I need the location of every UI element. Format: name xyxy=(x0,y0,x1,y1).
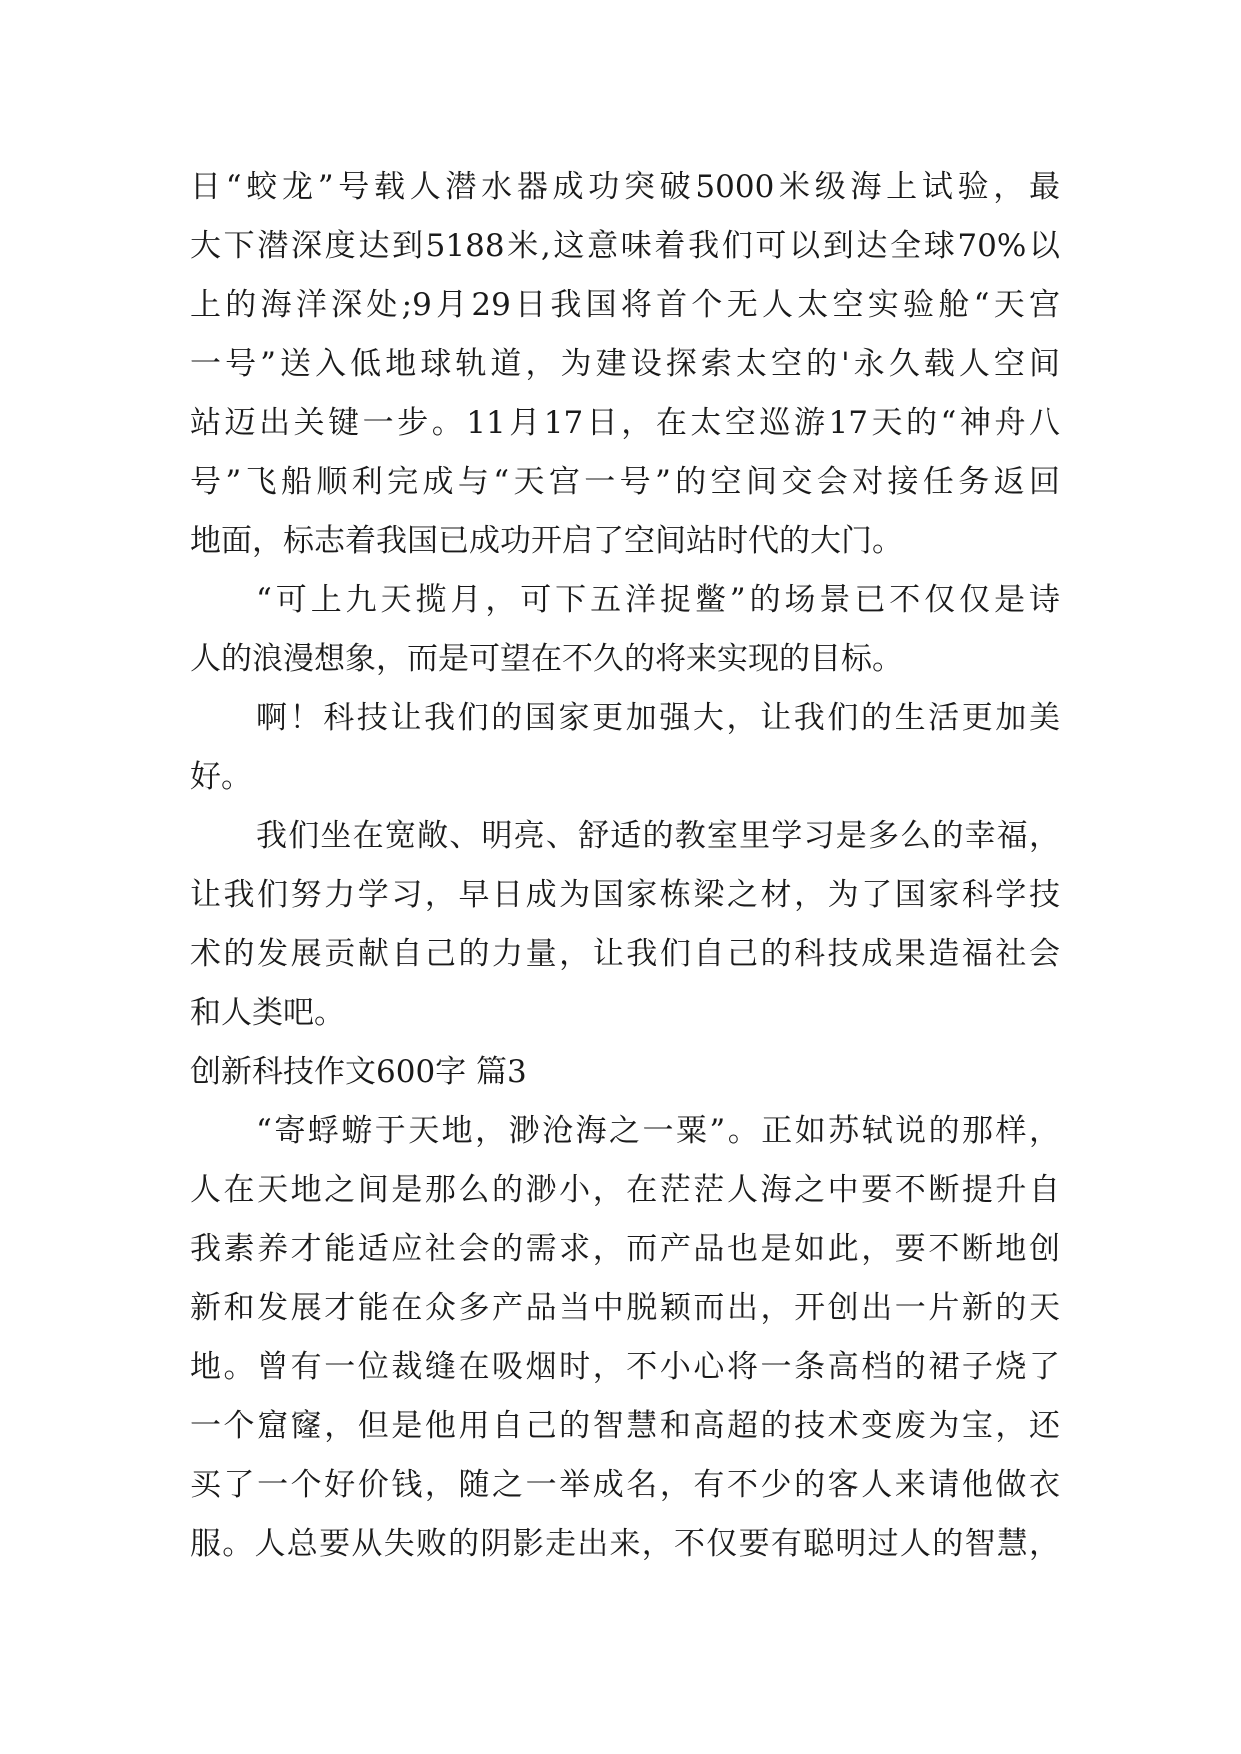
text-line: 和人类吧。 xyxy=(190,995,345,1031)
text-line: 站迈出关键一步。11月17日，在太空巡游17天的“神舟八 xyxy=(190,405,1060,441)
paragraph-5 xyxy=(190,1102,1060,1574)
text-line: 一号”送入低地球轨道，为建设探索太空的'永久载人空间 xyxy=(190,346,1060,382)
text-line: 人在天地之间是那么的渺小，在茫茫人海之中要不断提升自 xyxy=(190,1172,1060,1208)
paragraph-3 xyxy=(190,689,1060,807)
text-line: 上的海洋深处;9月29日我国将首个无人太空实验舱“天宫 xyxy=(190,287,1060,323)
text-line: 日“蛟龙”号载人潜水器成功突破5000米级海上试验，最 xyxy=(190,169,1060,205)
document-body xyxy=(190,158,1060,1574)
text-line: 我们坐在宽敞、明亮、舒适的教室里学习是多么的幸福， xyxy=(256,818,1060,854)
text-line: 一个窟窿，但是他用自己的智慧和高超的技术变废为宝，还 xyxy=(190,1408,1060,1444)
text-line: 服。人总要从失败的阴影走出来，不仅要有聪明过人的智慧， xyxy=(190,1526,1060,1562)
text-line: 地。曾有一位裁缝在吸烟时，不小心将一条高档的裙子烧了 xyxy=(190,1349,1060,1385)
text-line: 人的浪漫想象，而是可望在不久的将来实现的目标。 xyxy=(190,641,903,677)
paragraph-4 xyxy=(190,807,1060,1043)
section-heading: 创新科技作文600字 篇3 xyxy=(190,1054,527,1090)
paragraph-1 xyxy=(190,158,1060,571)
text-line: 术的发展贡献自己的力量，让我们自己的科技成果造福社会 xyxy=(190,936,1060,972)
text-line: 啊！科技让我们的国家更加强大，让我们的生活更加美 xyxy=(256,700,1060,736)
text-line: 新和发展才能在众多产品当中脱颖而出，开创出一片新的天 xyxy=(190,1290,1060,1326)
paragraph-2 xyxy=(190,571,1060,689)
text-line: 买了一个好价钱，随之一举成名，有不少的客人来请他做衣 xyxy=(190,1467,1060,1503)
text-line: 地面，标志着我国已成功开启了空间站时代的大门。 xyxy=(190,523,903,559)
text-line: 大下潜深度达到5188米,这意味着我们可以到达全球70%以 xyxy=(190,228,1060,264)
text-line: 号”飞船顺利完成与“天宫一号”的空间交会对接任务返回 xyxy=(190,464,1060,500)
text-line: “可上九天揽月，可下五洋捉鳖”的场景已不仅仅是诗 xyxy=(256,582,1060,618)
text-line: “寄蜉蝣于天地，渺沧海之一粟”。正如苏轼说的那样， xyxy=(256,1113,1060,1149)
text-line: 我素养才能适应社会的需求，而产品也是如此，要不断地创 xyxy=(190,1231,1060,1267)
text-line: 让我们努力学习，早日成为国家栋梁之材，为了国家科学技 xyxy=(190,877,1060,913)
text-line: 好。 xyxy=(190,759,252,795)
